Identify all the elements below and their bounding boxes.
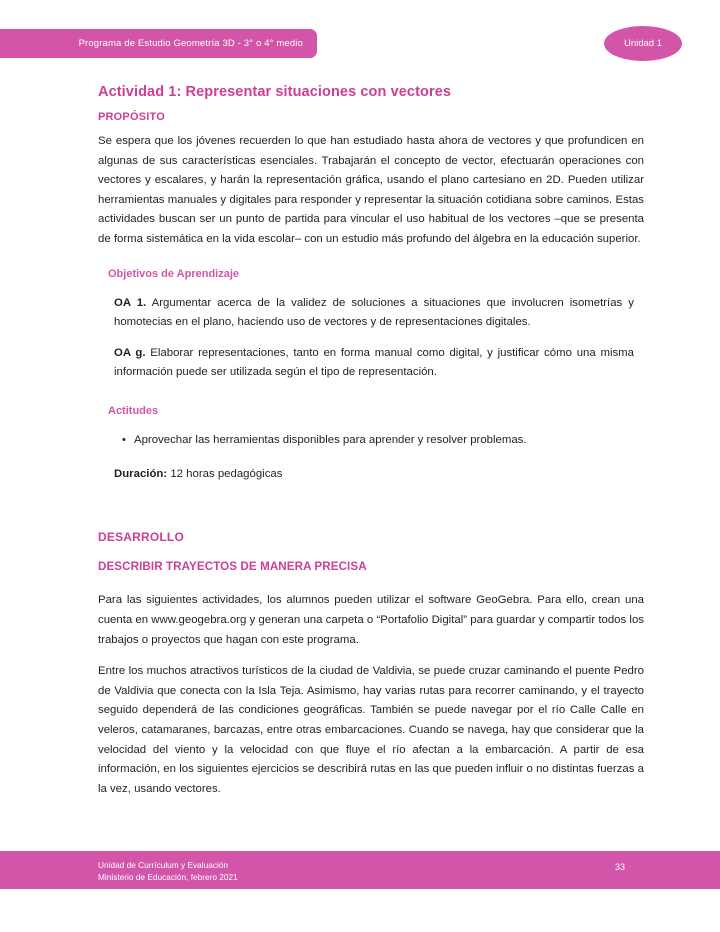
- footer-credits: [98, 859, 238, 883]
- header-banner: [0, 29, 317, 58]
- page-content: [98, 84, 644, 799]
- objetivo-text: Elaborar representaciones, tanto en forma manual como digital, y justificar cómo una misma información puede ser utilizada según el tipo de representación.: [114, 346, 635, 379]
- desarrollo-subheading: DESCRIBIR TRAYECTOS DE MANERA PRECISA: [98, 560, 367, 574]
- duration-value: 12 horas pedagógicas: [167, 467, 283, 480]
- objetivo-text: Argumentar acerca de la validez de soluciones a situaciones que involucren isometrías y homotecias en el plano, haciendo uso de vectores y de representaciones digitales.: [114, 296, 635, 329]
- objetivo-item: [108, 294, 634, 333]
- objetivo-code: OA g.: [114, 346, 146, 359]
- objetivo-item: [108, 344, 634, 383]
- desarrollo-paragraph: Para las siguientes actividades, los alumnos pueden utilizar el software GeoGebra. Para ello, crean una cuenta en www.geogebra.org y generan una carpeta o “Portafolio Digital” para guardar y compartir todos los trabajos o proyectos que hagan con este programa.: [98, 594, 644, 646]
- actitudes-title: Actitudes: [108, 405, 159, 418]
- desarrollo-heading: DESARROLLO: [98, 530, 184, 545]
- actitudes-panel: [98, 405, 644, 484]
- unit-badge: [604, 26, 682, 61]
- page-footer: [0, 851, 720, 889]
- desarrollo-section: [98, 530, 644, 799]
- list-item: [108, 431, 634, 451]
- actitud-text: Aprovechar las herramientas disponibles para aprender y resolver problemas.: [134, 434, 527, 447]
- proposito-heading: PROPÓSITO: [98, 111, 165, 123]
- footer-line-2: Ministerio de Educación, febrero 2021: [98, 872, 238, 883]
- duration-line: [114, 465, 634, 485]
- proposito-paragraph: Se espera que los jóvenes recuerden lo que han estudiado hasta ahora de vectores y que profundicen en algunas de sus características esenciales. Trabajarán el concepto de vector, efectuarán operaciones con vectores y escalares, y harán la representación gráfica, usando el plano cartesiano en 2D. Pueden utilizar herramientas manuales y digitales para responder y representar la situación cotidiana sobre caminos. Estas actividades buscan ser un punto de partida para vincular el uso habitual de los vectores –que se presenta de forma sistemática en la vida escolar– con un estudio más profundo del álgebra en la educación superior.: [98, 135, 644, 246]
- unit-badge-label: Unidad 1: [623, 38, 663, 49]
- page-header: [0, 29, 720, 59]
- footer-line-1: Unidad de Currículum y Evaluación: [98, 860, 229, 870]
- page-number: 33: [614, 862, 625, 872]
- duration-label: Duración:: [114, 467, 168, 480]
- objetivos-panel: [98, 268, 644, 383]
- objetivos-title: Objetivos de Aprendizaje: [108, 267, 240, 280]
- objetivo-code: OA 1.: [114, 296, 147, 309]
- desarrollo-paragraph: Entre los muchos atractivos turísticos de la ciudad de Valdivia, se puede cruzar caminando el puente Pedro de Valdivia que conecta con la Isla Teja. Asimismo, hay varias rutas para recorrer caminando, y el trayecto seguido dependerá de las condiciones geográficas. También se puede navegar por el río Calle Calle en veleros, catamaranes, barcazas, entre otras embarcaciones. Cuando se navega, hay que considerar que la velocidad del viento y la velocidad con que fluye el río afectan a la embarcación. A partir de esa información, en los siguientes ejercicios se describirá rutas en las que pueden influir o no distintas fuerzas a la vez, usando vectores.: [98, 665, 644, 795]
- page-title: Actividad 1: Representar situaciones con vectores: [98, 84, 452, 100]
- header-banner-label: Programa de Estudio Geometría 3D - 3° o 4° medio: [78, 38, 303, 49]
- bullet-icon: •: [122, 434, 126, 447]
